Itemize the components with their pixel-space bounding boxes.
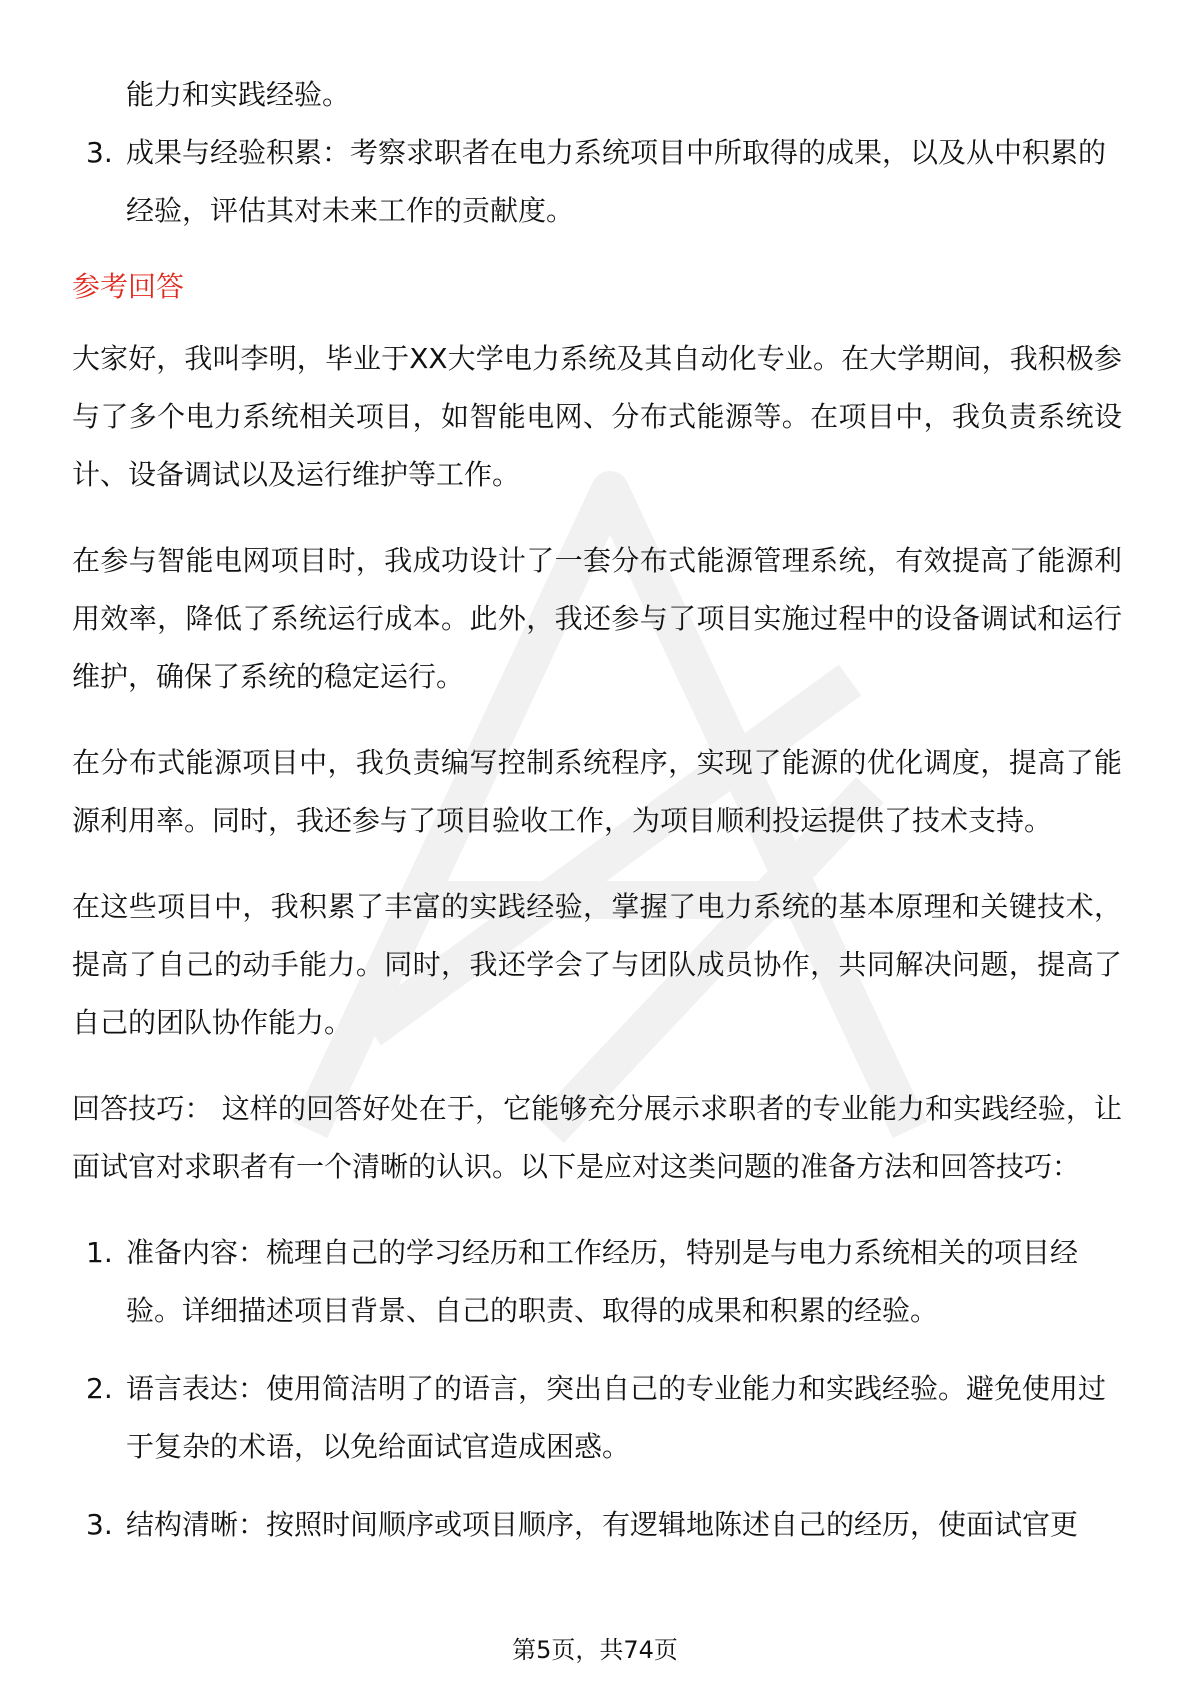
list-number: 3. <box>86 1508 113 1541</box>
list-number: 3. <box>86 136 113 169</box>
paragraph: 大家好，我叫李明，毕业于XX大学电力系统及其自动化专业。在大学期间，我积极参与了多个电力系统相关项目，如智能电网、分布式能源等。在项目中，我负责系统设计、设备调试以及运行维护等工作。 <box>72 342 1122 491</box>
paragraph: 在分布式能源项目中，我负责编写控制系统程序，实现了能源的优化调度，提高了能源利用率。同时，我还参与了项目验收工作，为项目顺利投运提供了技术支持。 <box>72 746 1122 837</box>
list-item-text: 语言表达：使用简洁明了的语言，突出自己的专业能力和实践经验。避免使用过于复杂的术语，以免给面试官造成困惑。 <box>126 1372 1107 1463</box>
continued-text: 能力和实践经验。 <box>126 78 351 111</box>
list-item <box>72 1496 1122 1554</box>
list-item-text: 结构清晰：按照时间顺序或项目顺序，有逻辑地陈述自己的经历，使面试官更 <box>126 1508 1079 1541</box>
list-number: 1. <box>86 1236 113 1269</box>
list-number: 2. <box>86 1372 113 1405</box>
page-footer: 第5页，共74页 <box>512 1636 678 1664</box>
list-item <box>72 1360 1122 1476</box>
list-item <box>72 124 1122 240</box>
paragraph: 在参与智能电网项目时，我成功设计了一套分布式能源管理系统，有效提高了能源利用效率，降低了系统运行成本。此外，我还参与了项目实施过程中的设备调试和运行维护，确保了系统的稳定运行。 <box>72 544 1122 693</box>
list-item-text: 准备内容：梳理自己的学习经历和工作经历，特别是与电力系统相关的项目经验。详细描述项目背景、自己的职责、取得的成果和积累的经验。 <box>126 1236 1079 1327</box>
list-item-text: 成果与经验积累：考察求职者在电力系统项目中所取得的成果，以及从中积累的经验，评估其对未来工作的贡献度。 <box>126 136 1107 227</box>
section-heading: 参考回答 <box>72 270 185 303</box>
paragraph: 回答技巧： 这样的回答好处在于，它能够充分展示求职者的专业能力和实践经验，让面试官对求职者有一个清晰的认识。以下是应对这类问题的准备方法和回答技巧： <box>72 1092 1122 1183</box>
list-item <box>72 1224 1122 1340</box>
main-content <box>72 66 1122 1554</box>
paragraph: 在这些项目中，我积累了丰富的实践经验，掌握了电力系统的基本原理和关键技术，提高了自己的动手能力。同时，我还学会了与团队成员协作，共同解决问题，提高了自己的团队协作能力。 <box>72 890 1122 1039</box>
